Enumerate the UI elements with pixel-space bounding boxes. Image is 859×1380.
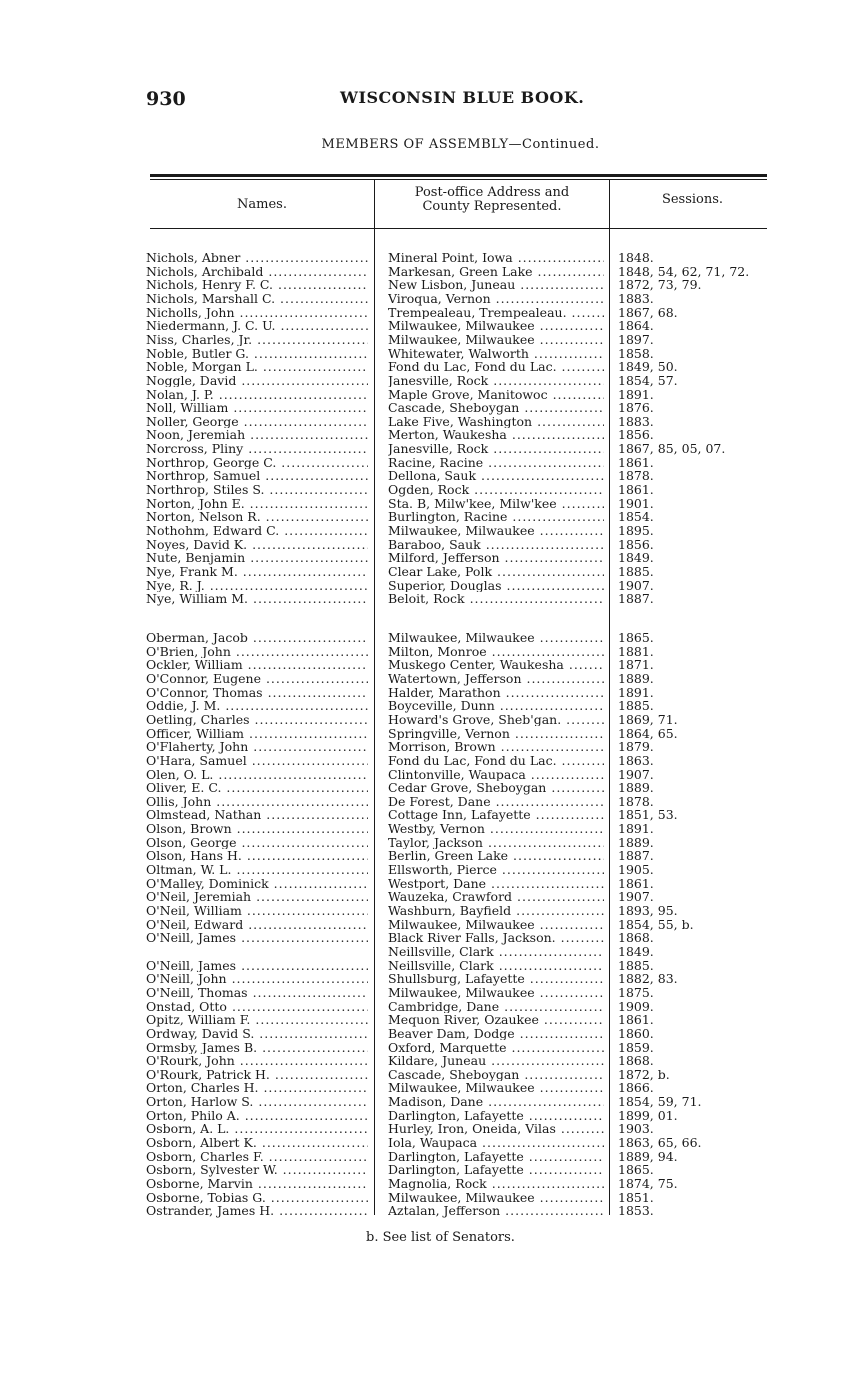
member-name: Noggle, David ..... xyxy=(146,374,368,388)
member-address: Janesville, Rock ..... xyxy=(388,442,604,456)
table-top-rule xyxy=(150,174,767,177)
member-address: Fond du Lac, Fond du Lac. ..... xyxy=(388,754,604,768)
member-sessions: 1863. xyxy=(618,752,654,768)
member-sessions: 1864. xyxy=(618,318,654,334)
member-address: Milwaukee, Milwaukee ..... xyxy=(388,333,604,347)
footnote: b. See list of Senators. xyxy=(366,1230,515,1245)
member-address: Superior, Douglas ..... xyxy=(388,579,604,593)
member-name: O'Neil, Edward ..... xyxy=(146,918,368,932)
member-sessions: 1866. xyxy=(618,1080,654,1096)
member-sessions: 1909. xyxy=(618,998,654,1014)
member-sessions: 1861. xyxy=(618,482,654,498)
member-name: O'Flaherty, John ..... xyxy=(146,740,368,754)
member-sessions: 1891. xyxy=(618,386,654,402)
member-name: Orton, Harlow S. ..... xyxy=(146,1095,368,1109)
member-name: Osborn, Charles F. ..... xyxy=(146,1150,368,1164)
member-address: Milwaukee, Milwaukee ..... xyxy=(388,319,604,333)
member-sessions: 1889. xyxy=(618,670,654,686)
member-address: Washburn, Bayfield ..... xyxy=(388,904,604,918)
member-sessions: 1851, 53. xyxy=(618,807,678,823)
member-sessions: 1867, 68. xyxy=(618,304,678,320)
member-address: Clintonville, Waupaca ..... xyxy=(388,768,604,782)
member-name: Norcross, Pliny ..... xyxy=(146,442,368,456)
member-name: Olen, O. L. ..... xyxy=(146,768,368,782)
member-address: Merton, Waukesha ..... xyxy=(388,428,604,442)
member-address: Ogden, Rock ..... xyxy=(388,483,604,497)
member-address: Morrison, Brown ..... xyxy=(388,740,604,754)
member-name: O'Neill, Thomas ..... xyxy=(146,986,368,1000)
member-name: O'Neill, James ..... xyxy=(146,959,368,973)
member-address: Watertown, Jefferson ..... xyxy=(388,672,604,686)
member-name: Nye, Frank M. ..... xyxy=(146,565,368,579)
member-sessions: 1889. xyxy=(618,780,654,796)
member-name: O'Hara, Samuel ..... xyxy=(146,754,368,768)
member-address: Wauzeka, Crawford ..... xyxy=(388,890,604,904)
member-address: Black River Falls, Jackson. ..... xyxy=(388,931,604,945)
member-address: Cottage Inn, Lafayette ..... xyxy=(388,808,604,822)
member-name: Oetling, Charles ..... xyxy=(146,713,368,727)
running-title: WISCONSIN BLUE BOOK. xyxy=(340,88,585,107)
member-name: Noller, George ..... xyxy=(146,415,368,429)
member-address: Cambridge, Dane ..... xyxy=(388,1000,604,1014)
member-address: Janesville, Rock ..... xyxy=(388,374,604,388)
member-sessions: 1871. xyxy=(618,657,654,673)
member-address: Maple Grove, Manitowoc ..... xyxy=(388,388,604,402)
member-address: Beloit, Rock ..... xyxy=(388,592,604,606)
member-address: Racine, Racine ..... xyxy=(388,456,604,470)
member-name: Nicholls, John ..... xyxy=(146,306,368,320)
member-address: Howard's Grove, Sheb'gan. ..... xyxy=(388,713,604,727)
member-sessions: 1893, 95. xyxy=(618,903,678,918)
member-sessions: 1872, 73, 79. xyxy=(618,277,702,293)
member-sessions: 1849. xyxy=(618,943,654,959)
member-name: Osborn, Sylvester W. ..... xyxy=(146,1163,368,1177)
member-sessions: 1867, 85, 05, 07. xyxy=(618,441,726,457)
member-sessions: 1848, 54, 62, 71, 72. xyxy=(618,263,750,279)
member-address: Darlington, Lafayette ..... xyxy=(388,1163,604,1177)
column-divider xyxy=(374,180,375,1215)
member-name: Nye, R. J. ..... xyxy=(146,579,368,593)
member-sessions: 1883. xyxy=(618,290,654,306)
member-sessions: 1891. xyxy=(618,821,654,837)
member-address: Milwaukee, Milwaukee ..... xyxy=(388,524,604,538)
member-name: Orton, Philo A. ..... xyxy=(146,1109,368,1123)
member-sessions: 1875. xyxy=(618,984,654,1000)
member-sessions: 1854, 59, 71. xyxy=(618,1094,702,1110)
member-sessions: 1859. xyxy=(618,1039,654,1055)
member-sessions: 1853. xyxy=(618,1203,654,1219)
member-address: Hurley, Iron, Oneida, Vilas ..... xyxy=(388,1122,604,1136)
member-sessions: 1851. xyxy=(618,1189,654,1205)
member-sessions: 1848. xyxy=(618,250,654,265)
member-sessions: 1879. xyxy=(618,739,654,755)
member-sessions: 1883. xyxy=(618,413,654,429)
member-name: Olson, Hans H. ..... xyxy=(146,849,368,863)
member-address: Muskego Center, Waukesha ..... xyxy=(388,658,604,672)
member-name: Ollis, John ..... xyxy=(146,795,368,809)
member-name: Nichols, Archibald ..... xyxy=(146,265,368,279)
member-sessions: 1897. xyxy=(618,331,654,347)
member-name: Osborn, Albert K. ..... xyxy=(146,1136,368,1150)
member-name: Northrop, George C. ..... xyxy=(146,456,368,470)
member-name: Ockler, William ..... xyxy=(146,658,368,672)
member-name: O'Rourk, Patrick H. ..... xyxy=(146,1068,368,1082)
member-sessions: 1876. xyxy=(618,400,654,416)
member-name: Onstad, Otto ..... xyxy=(146,1000,368,1014)
member-sessions: 1861. xyxy=(618,454,654,470)
member-sessions: 1903. xyxy=(618,1121,654,1137)
member-sessions: 1856. xyxy=(618,427,654,443)
member-name: O'Connor, Thomas ..... xyxy=(146,686,368,700)
member-address: Clear Lake, Polk ..... xyxy=(388,565,604,579)
member-address: Madison, Dane ..... xyxy=(388,1095,604,1109)
member-address: De Forest, Dane ..... xyxy=(388,795,604,809)
member-address: Milwaukee, Milwaukee ..... xyxy=(388,1191,604,1205)
member-address: Darlington, Lafayette ..... xyxy=(388,1109,604,1123)
member-name: O'Connor, Eugene ..... xyxy=(146,672,368,686)
member-sessions: 1887. xyxy=(618,591,654,607)
member-name: Osborne, Marvin ..... xyxy=(146,1177,368,1191)
member-address: Mineral Point, Iowa ..... xyxy=(388,251,604,265)
member-address: Milwaukee, Milwaukee ..... xyxy=(388,986,604,1000)
member-sessions: 1885. xyxy=(618,698,654,714)
member-name: O'Neill, James ..... xyxy=(146,931,368,945)
member-sessions: 1858. xyxy=(618,345,654,361)
member-sessions: 1881. xyxy=(618,643,654,659)
section-title: MEMBERS OF ASSEMBLY—Continued. xyxy=(321,137,600,152)
member-address: Iola, Waupaca ..... xyxy=(388,1136,604,1150)
member-name: Nolan, J. P. ..... xyxy=(146,388,368,402)
member-address: Beaver Dam, Dodge ..... xyxy=(388,1027,604,1041)
table-top-rule-thin xyxy=(150,179,767,180)
member-address: Neillsville, Clark ..... xyxy=(388,945,604,959)
member-sessions: 1907. xyxy=(618,577,654,593)
member-sessions: 1882, 83. xyxy=(618,971,678,987)
member-sessions: 1856. xyxy=(618,536,654,552)
member-name: Noyes, David K. ..... xyxy=(146,538,368,552)
member-address: Shullsburg, Lafayette ..... xyxy=(388,972,604,986)
member-address: Cascade, Sheboygan ..... xyxy=(388,401,604,415)
member-name: Ostrander, James H. ..... xyxy=(146,1204,368,1218)
member-address: Sta. B, Milw'kee, Milw'kee ..... xyxy=(388,497,604,511)
member-name: Nye, William M. ..... xyxy=(146,592,368,606)
member-name: Orton, Charles H. ..... xyxy=(146,1081,368,1095)
member-name: Noll, William ..... xyxy=(146,401,368,415)
member-address: Magnolia, Rock ..... xyxy=(388,1177,604,1191)
member-address: Berlin, Green Lake ..... xyxy=(388,849,604,863)
member-sessions: 1891. xyxy=(618,684,654,700)
member-name: Niedermann, J. C. U. ..... xyxy=(146,319,368,333)
member-address: Halder, Marathon ..... xyxy=(388,686,604,700)
member-sessions: 1854. xyxy=(618,509,654,525)
member-sessions: 1907. xyxy=(618,766,654,782)
member-sessions: 1865. xyxy=(618,630,654,645)
member-sessions: 1887. xyxy=(618,848,654,864)
member-name: O'Neil, William ..... xyxy=(146,904,368,918)
column-header-sessions: Sessions. xyxy=(661,192,724,207)
member-name: Nichols, Marshall C. ..... xyxy=(146,292,368,306)
member-address: Burlington, Racine ..... xyxy=(388,510,604,524)
member-name: Oliver, E. C. ..... xyxy=(146,781,368,795)
member-sessions: 1865. xyxy=(618,1162,654,1178)
member-sessions: 1861. xyxy=(618,1012,654,1028)
member-name: Oberman, Jacob ..... xyxy=(146,631,368,645)
member-sessions: 1878. xyxy=(618,468,654,484)
member-address: Neillsville, Clark ..... xyxy=(388,959,604,973)
member-address: Oxford, Marquette ..... xyxy=(388,1041,604,1055)
member-name: Niss, Charles, Jr. ..... xyxy=(146,333,368,347)
member-address: Cedar Grove, Sheboygan ..... xyxy=(388,781,604,795)
member-name: Osborne, Tobias G. ..... xyxy=(146,1191,368,1205)
member-sessions: 1854, 57. xyxy=(618,372,678,388)
member-name: Nichols, Abner ..... xyxy=(146,251,368,265)
column-header-address: Post-office Address and County Represented. xyxy=(414,185,570,214)
member-name: Olson, Brown ..... xyxy=(146,822,368,836)
member-address: Trempealeau, Trempealeau. ..... xyxy=(388,306,604,320)
member-name: O'Rourk, John ..... xyxy=(146,1054,368,1068)
member-sessions: 1868. xyxy=(618,1053,654,1069)
member-address: Markesan, Green Lake ..... xyxy=(388,265,604,279)
member-address: Cascade, Sheboygan ..... xyxy=(388,1068,604,1082)
member-address: Boyceville, Dunn ..... xyxy=(388,699,604,713)
member-address: Westport, Dane ..... xyxy=(388,877,604,891)
member-name: Northrop, Stiles S. ..... xyxy=(146,483,368,497)
member-sessions: 1863, 65, 66. xyxy=(618,1135,702,1151)
member-sessions: 1860. xyxy=(618,1025,654,1041)
member-address: Baraboo, Sauk ..... xyxy=(388,538,604,552)
member-address: Milwaukee, Milwaukee ..... xyxy=(388,1081,604,1095)
member-sessions: 1849. xyxy=(618,550,654,566)
member-address: Lake Five, Washington ..... xyxy=(388,415,604,429)
member-sessions: 1885. xyxy=(618,957,654,973)
member-name: Ordway, David S. ..... xyxy=(146,1027,368,1041)
member-address: Taylor, Jackson ..... xyxy=(388,836,604,850)
member-name: Nothohm, Edward C. ..... xyxy=(146,524,368,538)
member-name: Osborn, A. L. ..... xyxy=(146,1122,368,1136)
member-address: Milwaukee, Milwaukee ..... xyxy=(388,631,604,645)
member-address: Mequon River, Ozaukee ..... xyxy=(388,1013,604,1027)
member-name: Opitz, William F. ..... xyxy=(146,1013,368,1027)
member-name: Officer, William ..... xyxy=(146,727,368,741)
member-name: Noon, Jeremiah ..... xyxy=(146,428,368,442)
member-name: Ormsby, James B. ..... xyxy=(146,1041,368,1055)
member-address: Kildare, Juneau ..... xyxy=(388,1054,604,1068)
member-sessions: 1878. xyxy=(618,793,654,809)
header-bottom-rule xyxy=(150,228,767,229)
member-address: Westby, Vernon ..... xyxy=(388,822,604,836)
member-address: Dellona, Sauk ..... xyxy=(388,469,604,483)
member-name: O'Neil, Jeremiah ..... xyxy=(146,890,368,904)
member-name: O'Malley, Dominick ..... xyxy=(146,877,368,891)
member-sessions: 1901. xyxy=(618,495,654,511)
member-sessions: 1864, 65. xyxy=(618,725,678,741)
member-name: Oltman, W. L. ..... xyxy=(146,863,368,877)
member-address: Milford, Jefferson ..... xyxy=(388,551,604,565)
member-address: Whitewater, Walworth ..... xyxy=(388,347,604,361)
page-number: 930 xyxy=(146,88,186,110)
member-address: Aztalan, Jefferson ..... xyxy=(388,1204,604,1218)
member-address: Darlington, Lafayette ..... xyxy=(388,1150,604,1164)
member-sessions: 1861. xyxy=(618,875,654,891)
member-name: Nute, Benjamin ..... xyxy=(146,551,368,565)
member-sessions: 1885. xyxy=(618,563,654,579)
member-address: Milton, Monroe ..... xyxy=(388,645,604,659)
member-address: Milwaukee, Milwaukee ..... xyxy=(388,918,604,932)
member-name: Oddie, J. M. ..... xyxy=(146,699,368,713)
member-address: New Lisbon, Juneau ..... xyxy=(388,278,604,292)
member-name: O'Brien, John ..... xyxy=(146,645,368,659)
member-sessions: 1854, 55, b. xyxy=(618,916,694,932)
member-name: Noble, Morgan L. ..... xyxy=(146,360,368,374)
member-name: Northrop, Samuel ..... xyxy=(146,469,368,483)
member-name: Norton, Nelson R. ..... xyxy=(146,510,368,524)
member-sessions: 1905. xyxy=(618,862,654,878)
member-sessions: 1868. xyxy=(618,930,654,946)
member-sessions: 1869, 71. xyxy=(618,711,678,727)
member-sessions: 1889, 94. xyxy=(618,1148,678,1164)
member-name: Norton, John E. ..... xyxy=(146,497,368,511)
member-sessions: 1895. xyxy=(618,523,654,538)
member-sessions: 1907. xyxy=(618,889,654,905)
member-sessions: 1849, 50. xyxy=(618,359,678,375)
member-sessions: 1889. xyxy=(618,834,654,850)
member-sessions: 1872, b. xyxy=(618,1066,670,1082)
column-header-names: Names. xyxy=(237,197,287,212)
member-address: Springville, Vernon ..... xyxy=(388,727,604,741)
member-name: Nichols, Henry F. C. ..... xyxy=(146,278,368,292)
member-name: Olson, George ..... xyxy=(146,836,368,850)
member-name: Noble, Butler G. ..... xyxy=(146,347,368,361)
member-name: O'Neill, John ..... xyxy=(146,972,368,986)
member-sessions: 1874, 75. xyxy=(618,1176,678,1191)
member-address: Ellsworth, Pierce ..... xyxy=(388,863,604,877)
column-divider xyxy=(609,180,610,1215)
member-address: Fond du Lac, Fond du Lac. ..... xyxy=(388,360,604,374)
member-address: Viroqua, Vernon ..... xyxy=(388,292,604,306)
member-sessions: 1899, 01. xyxy=(618,1107,678,1123)
member-name: Olmstead, Nathan ..... xyxy=(146,808,368,822)
